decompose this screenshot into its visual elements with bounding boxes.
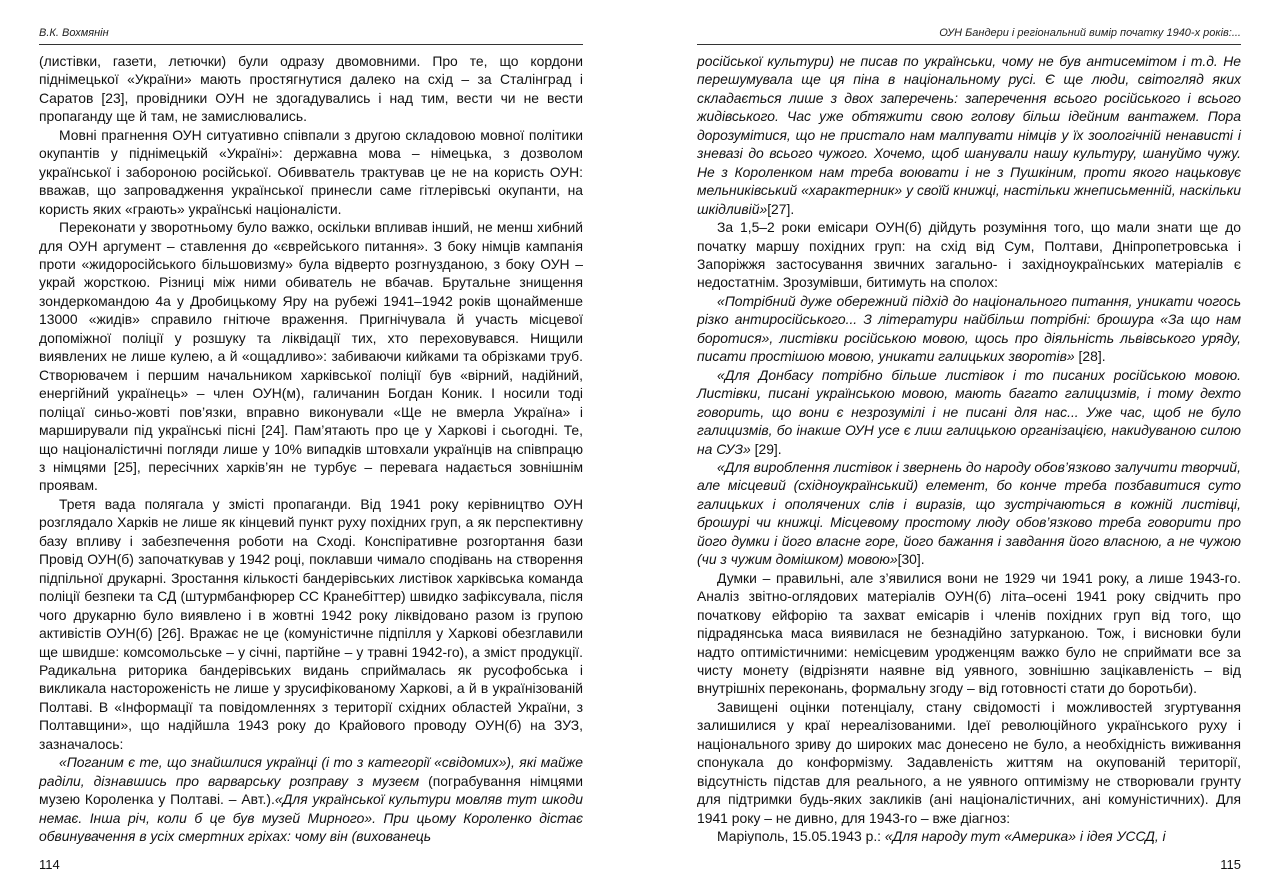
footnote-ref: [30]. — [897, 551, 925, 568]
paragraph: Мовні прагнення ОУН ситуативно співпали з другою складовою мовної політики окупантів у піднімецькій «Україні»: державна мова – німецька, з дозволом української і забороною російської. Обивватель трактував це не на користь ОУН: вважав, що запровадження української принесли саме гітлерівські окупанти, на користь яких «грають» українські націоналісти. — [39, 126, 583, 217]
footnote-ref: [29]. — [750, 440, 782, 457]
footnote-ref: [27]. — [767, 200, 795, 217]
running-head-title: ОУН Бандери і регіональний вимір початку 1940-х років:... — [697, 27, 1241, 45]
right-page-body — [697, 52, 1241, 845]
quote-paragraph — [39, 753, 583, 845]
paragraph: За 1,5–2 роки емісари ОУН(б) дійдуть розуміння того, що мали знати ще до початку маршу похідних груп: на схід від Сум, Полтави, Дніпропетровська і Запоріжжя застосування звичних загально- і західноукраїнських матеріалів є недостатнім. Зрозумівши, битимуть на сполох: — [697, 219, 1241, 291]
quote-text: «Потрібний дуже обережний підхід до національного питання, уникати чогось різко антиросійського... З літератури найбільш потрібні: брошура «За що нам боротися», листівки російською мовою, щось про діяльність львівського уряду, писати простішою мовою, уникати галицьких зворотів» — [697, 292, 1241, 365]
right-page — [697, 0, 1241, 896]
paragraph: (листівки, газети, летючки) були одразу двомовними. Про те, що кордони піднімецької «України» мають простягнутися далеко на схід – за Сталінград і Саратов [23], провідники ОУН не здогадувались і над тим, вести чи не вести пропаганду ще й там, не замислювались. — [39, 53, 583, 125]
footnote-ref: [28]. — [1074, 348, 1106, 365]
paragraph: Третя вада полягала у змісті пропаганди. Від 1941 року керівництво ОУН розглядало Харків не лише як кінцевий пункт руху похідних груп, а як перспективну базу впливу і забезпечення роботи на Сході. Конспіративне розгортання бази Провід ОУН(б) започаткував у 1942 році, поклавши чимало сподівань на створення підпільної друкарні. Зростання кількості бандерівських листівок харківська команда поліції безпеки та СД (штурмбанфюрер СС Кранебіттер) швидко зафіксувала, після чого друкарню було виявлено і в жовтні 1942 року ліквідовано разом із групою активістів ОУН(б) [26]. Вражає не це (комуністичне підпілля у Харкові обезглавили ще швидше: комсомольське – у січні, партійне – у травні 1942-го), а зміст продукції. Радикальна риторика бандерівських видань сприймалась як русофобська і викликала настороженість не лише у зрусифікованому Харкові, а й в українізованій Полтаві. В «Інформації та повідомленнях з території східних областей України, з Полтавщини», що надійшла 1943 року до Крайового проводу ОУН(б) на ЗУЗ, зазначалось: — [39, 495, 583, 752]
quote-paragraph — [697, 366, 1241, 458]
paragraph: Завищені оцінки потенціалу, стану свідомості і можливостей згуртування залишилися у краї нереалізованими. Ідеї революційного українського руху і національного зриву до широких мас донесено не було, а необхідність виживання спонукала до конформізму. Задавленість життям на окупованій території, відсутність підстав для реального, а не уявного оптимізму не створювали грунту для підтримки будь-яких закликів (ані націоналістичних, ані комуністичних). Для 1941 року – не дивно, для 1943-го – вже діагноз: — [697, 698, 1241, 826]
author-note: (пограбування німцями музею Короленка у Полтаві. – Авт.). — [39, 772, 583, 808]
left-page — [39, 0, 583, 896]
quote-text: «Для Донбасу потрібно більше листівок і то писаних російською мовою. Листівки, писані українською мовою, мають багато галицизмів, і тому дехто говорить, що вони є незрозумілі і не писані для нас... Уже час, щоб не було галицизмів, бо інакше ОУН усе є лиш галицькою організацією, накидуваною силою на СУЗ» — [697, 366, 1241, 457]
quote-text: «Для вироблення листівок і звернень до народу обов’язково залучити творчий, але місцевий (східноукраїнський) елемент, бо конче треба позбавитися суто галицьких і ополячених слів і виразів, що зустрічаються в кожній листівці, брошурі чи книжці. Місцевому простому люду обов’язково треба говорити про його думки і його власне горе, його бажання і завдання його власною, а не чужою (чи з чужим домішком) мовою» — [697, 458, 1242, 568]
quote-paragraph — [697, 292, 1241, 366]
quote-text: «Для народу тут «Америка» і ідея УССД, і — [884, 828, 1166, 845]
paragraph: Думки – правильні, але з’явилися вони не 1929 чи 1941 року, а лише 1943-го. Аналіз звітно-оглядових матеріалів ОУН(б) літа–осені 1941 року свідчить про початкову ейфорію та захват емісарів і членів похідних груп від того, що підрадянська маса виявилася не безнадійно затурканою. Тож, і висновки були надто оптимістичними: немісцевим уродженцям важко було не сприймати все за чисту монету (відрізняти наявне від уявного, зовнішню зацікавленість – від внутрішніх переконань, формальну згоду – від готовності стати до боротьби). — [697, 569, 1241, 697]
quote-text: «Для української культури мовляв тут шкоди немає. Інша річ, коли б це був музей Мирного». При цьому Короленко дістає обвинувачення в усіх смертних гріхах: чому він (вихованець — [39, 791, 583, 845]
quote-paragraph — [697, 458, 1241, 569]
paragraph: Переконати у зворотньому було важко, оскільки впливав інший, не менш хибний для ОУН аргумент – ставлення до «єврейського питання». З боку німців кампанія проти «жидоросійського більшовизму» була відверто розгнузданою, з боку ОУН – украй жорсткою. Різниці між ними обиватель не вбачав. Брутальне знищення зондеркомандою 4а у Дробицькому Яру на рубежі 1941–1942 років щонайменше 13000 «жидів» справило гнітюче враження. Пригнічувала й участь місцевої допоміжної поліції у розшуку та ліквідації тих, хто переховувався. Нищили виявлених не лише кулею, а й «ощадливо»: забиваючи кийками та обрізками труб. Створювачем і першим начальником харківської поліції був «вірний, надійний, енергійний українець» – член ОУН(м), галичанин Богдан Коник. І носили тоді поліцаї синьо-жовті пов’язки, вправно виконували «Ще не вмерла Україна» і марширували під українські пісні [24]. Пам’ятають про це у Харкові і сьогодні. Те, що націоналістичні погляди лише у 10% випадків штовхали українців на співпрацю з німцями [25], пересічних харків’ян не турбує – перевага надається зовнішнім проявам. — [39, 219, 583, 494]
left-page-body — [39, 52, 583, 845]
page-number: 114 — [39, 857, 60, 872]
quote-paragraph — [697, 827, 1241, 845]
quote-text: «Поганим є те, що знайшлися українці (і то з категорії «свідомих»), які майже раділи, дізнавшись про варварську розправу з музеєм — [39, 754, 583, 789]
page-number: 115 — [1220, 857, 1241, 872]
running-head-author: В.К. Вохмянін — [39, 27, 583, 45]
place-date: Маріуполь, 15.05.1943 р.: — [717, 828, 885, 845]
quote-text: російської культури) не писав по українськи, чому не був антисемітом і т.д. Не перешумувала ще ця піна в національному русі. Є ще люди, світогляд яких складається лише з двох заперечень: заперечення всього російського і всього жидівського. Час уже обтяжити свою голову більш ідейним вантажем. Пора дорозумітися, що не пристало нам малпувати німців у їх зоологічній ненависті і зневазі до всього чужого. Хочемо, щоб шанували нашу культуру, шануймо чужу. Не з Короленком нам треба воювати і не з Пушкіним, проти якого нацьковує мельниківський «характерник» у своїй книжці, настільки жнеписьменній, наскільки шкідливій» — [697, 53, 1241, 217]
quote-paragraph — [697, 52, 1241, 218]
